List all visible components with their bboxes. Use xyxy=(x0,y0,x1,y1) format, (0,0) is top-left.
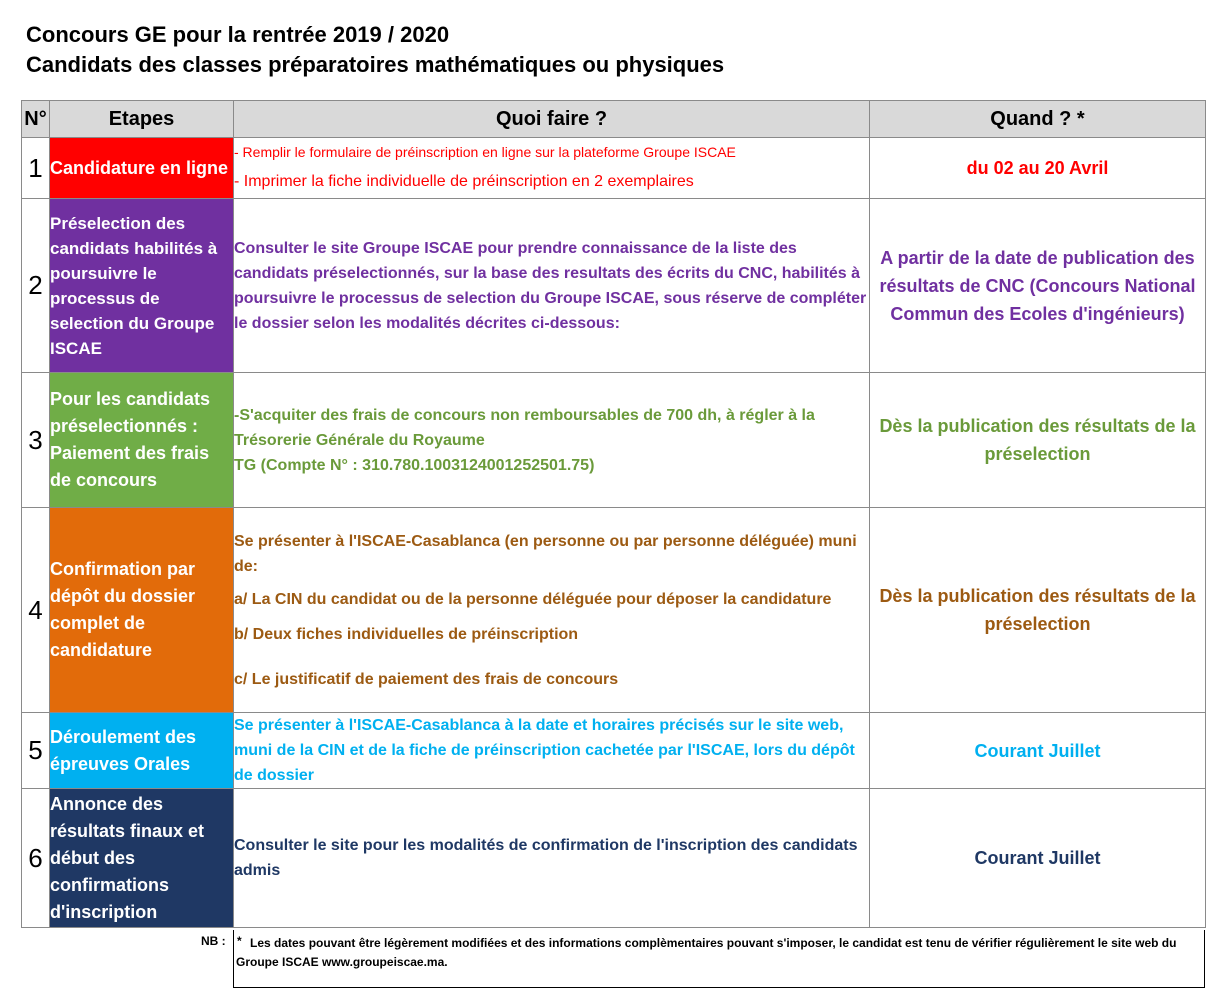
step-action-line: Se présenter à l'ISCAE-Casablanca (en personne ou par personne déléguée) muni de: xyxy=(234,532,857,575)
step-timing: Courant Juillet xyxy=(870,789,1206,928)
step-label: Candidature en ligne xyxy=(50,138,234,199)
step-label: Pour les candidats préselectionnés : Paiement des frais de concours xyxy=(50,373,234,508)
step-label: Confirmation par dépôt du dossier complet de candidature xyxy=(50,508,234,713)
step-action-line: Consulter le site pour les modalités de confirmation de l'inscription des candidats admis xyxy=(234,837,858,879)
step-label: Déroulement des épreuves Orales xyxy=(50,713,234,789)
page-subtitle: Candidats des classes préparatoires mathématiques ou physiques xyxy=(26,52,725,77)
column-header-what: Quoi faire ? xyxy=(234,101,870,138)
step-number: 6 xyxy=(22,789,50,928)
step-action-line: TG (Compte N° : 310.780.1003124001252501.75) xyxy=(234,456,595,474)
table-row xyxy=(22,373,1206,508)
step-timing: du 02 au 20 Avril xyxy=(870,138,1206,199)
step-number: 3 xyxy=(22,373,50,508)
step-number: 5 xyxy=(22,713,50,789)
footnote-text: Les dates pouvant être légèrement modifiées et des informations complèmentaires pouvant s'imposer, le candidat est tenu de vérifier régulièrement le site web du Groupe ISCAE www.groupeiscae.ma. xyxy=(236,936,1177,969)
step-actions xyxy=(234,199,870,373)
step-timing: Dès la publication des résultats de la préselection xyxy=(870,508,1206,713)
footnote-label: NB : xyxy=(201,934,226,948)
column-header-num: N° xyxy=(22,101,50,138)
step-label: Préselection des candidats habilités à poursuivre le processus de selection du Groupe ISCAE xyxy=(50,199,234,373)
footnote-marker: * xyxy=(237,934,242,948)
column-header-when: Quand ? * xyxy=(870,101,1206,138)
step-action-line: - Remplir le formulaire de préinscription en ligne sur la plateforme Groupe ISCAE xyxy=(234,144,736,160)
table-row xyxy=(22,138,1206,199)
column-header-stage: Etapes xyxy=(50,101,234,138)
table-row xyxy=(22,508,1206,713)
step-action-line: Consulter le site Groupe ISCAE pour prendre connaissance de la liste des candidats préselectionnés, sur la base des resultats des écrits du CNC, habilités à poursuivre le processus de selection du Groupe ISCAE, sous réserve de compléter le dossier selon les modalités décrites ci-dessous: xyxy=(234,239,867,332)
step-action-line: b/ Deux fiches individuelles de préinscription xyxy=(234,625,579,643)
table-row xyxy=(22,713,1206,789)
steps-table xyxy=(21,100,1206,928)
step-action-line: c/ Le justificatif de paiement des frais de concours xyxy=(234,670,619,688)
table-header-row xyxy=(22,101,1206,138)
step-action-line: - Imprimer la fiche individuelle de préinscription en 2 exemplaires xyxy=(234,173,694,190)
step-number: 1 xyxy=(22,138,50,199)
step-number: 4 xyxy=(22,508,50,713)
step-actions xyxy=(234,508,870,713)
table-row xyxy=(22,199,1206,373)
step-number: 2 xyxy=(22,199,50,373)
step-timing: Courant Juillet xyxy=(870,713,1206,789)
page-title: Concours GE pour la rentrée 2019 / 2020 xyxy=(26,22,450,47)
step-timing: A partir de la date de publication des résultats de CNC (Concours National Commun des Ecoles d'ingénieurs) xyxy=(870,199,1206,373)
step-actions xyxy=(234,789,870,928)
table-row xyxy=(22,789,1206,928)
step-action-line: -S'acquiter des frais de concours non remboursables de 700 dh, à régler à la Trésorerie Générale du Royaume xyxy=(234,406,815,449)
step-actions xyxy=(234,373,870,508)
step-action-line: a/ La CIN du candidat ou de la personne déléguée pour déposer la candidature xyxy=(234,590,832,608)
step-actions xyxy=(234,138,870,199)
step-action-line: Se présenter à l'ISCAE-Casablanca à la date et horaires précisés sur le site web, muni de la CIN et de la fiche de préinscription cachetée par l'ISCAE, lors du dépôt de dossier xyxy=(234,717,855,784)
step-actions xyxy=(234,713,870,789)
step-label: Annonce des résultats finaux et début des confirmations d'inscription xyxy=(50,789,234,928)
step-timing: Dès la publication des résultats de la préselection xyxy=(870,373,1206,508)
